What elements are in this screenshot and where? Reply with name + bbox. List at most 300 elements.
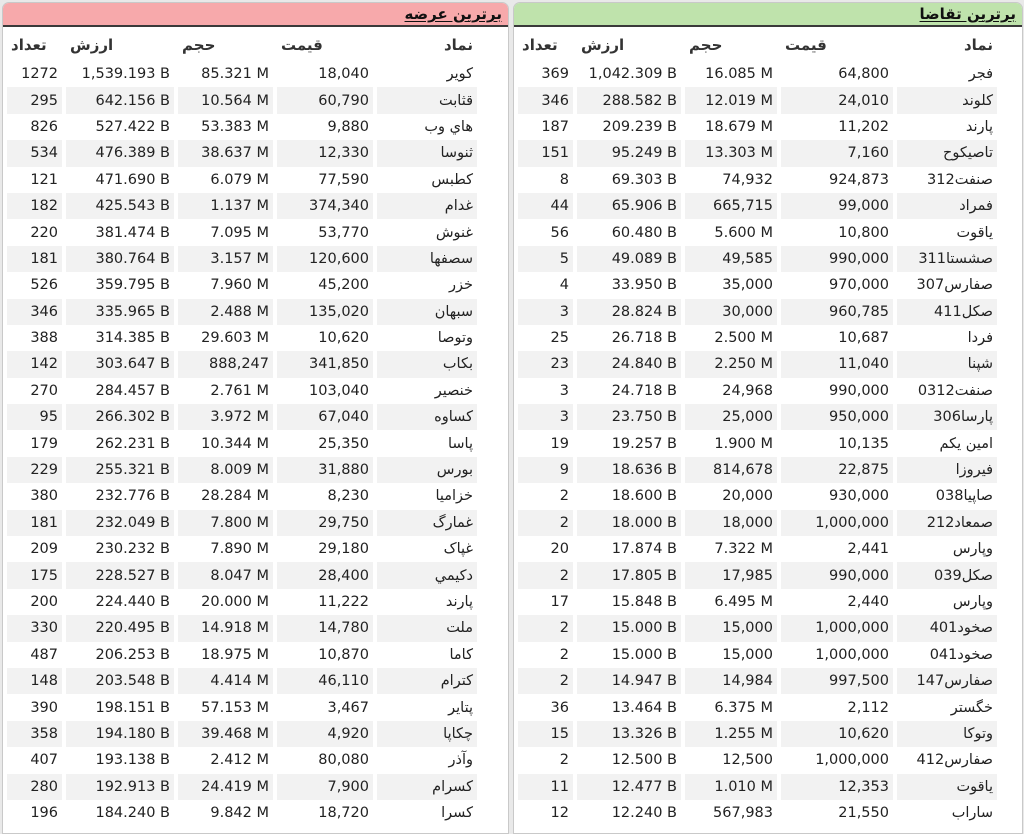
cell-count: 56 <box>550 224 569 241</box>
cell-count: 11 <box>518 774 573 800</box>
cell-volume: 6.079 M <box>210 171 269 188</box>
cell-count: 44 <box>518 193 573 219</box>
table-row[interactable] <box>518 457 997 483</box>
cell-count: 175 <box>7 562 62 588</box>
table-row[interactable] <box>518 167 997 193</box>
cell-price: 1,000,000 <box>781 615 893 641</box>
cell-price: 120,600 <box>277 246 373 272</box>
table-row[interactable] <box>7 193 477 219</box>
column-header-symbol[interactable]: نماد <box>443 36 473 54</box>
cell-value: 230.232 B <box>95 541 170 558</box>
cell-symbol[interactable]: خزامیا <box>435 488 473 505</box>
cell-symbol[interactable]: وتوصا <box>437 330 473 347</box>
cell-volume: 10.344 M <box>201 435 269 452</box>
cell-symbol[interactable]: خگستر <box>950 699 993 716</box>
cell-count: 182 <box>7 193 62 219</box>
cell-symbol[interactable]: صنفت0312 <box>917 382 993 399</box>
cell-volume: 1.137 M <box>178 193 273 219</box>
cell-value: 284.457 B <box>95 382 170 399</box>
cell-symbol[interactable]: یاقوت <box>956 224 993 241</box>
cell-symbol[interactable]: فمراد <box>897 193 997 219</box>
table-row[interactable] <box>7 299 477 325</box>
cell-value: 193.138 B <box>95 752 170 769</box>
cell-value: 206.253 B <box>95 646 170 663</box>
cell-volume: 6.495 M <box>714 594 773 610</box>
table-row[interactable] <box>518 747 997 773</box>
panel-title-demand <box>514 3 1022 27</box>
cell-value: 15.000 B <box>577 615 681 641</box>
table-row[interactable] <box>7 61 477 87</box>
cell-value: 18.636 B <box>577 457 681 483</box>
table-row[interactable] <box>518 272 997 298</box>
cell-value: 18.600 B <box>611 488 677 505</box>
cell-volume: 2.500 M <box>714 330 773 347</box>
cell-value: 14.947 B <box>577 668 681 694</box>
cell-count: 407 <box>30 752 58 769</box>
cell-count: 209 <box>30 541 58 558</box>
table-row[interactable] <box>518 219 997 245</box>
column-header-value[interactable]: ارزش <box>581 36 625 54</box>
cell-symbol[interactable]: کویر <box>446 66 473 83</box>
table-row[interactable] <box>518 483 997 509</box>
table-row[interactable] <box>7 721 477 747</box>
cell-count: 295 <box>7 87 62 113</box>
table-row[interactable] <box>7 457 477 483</box>
table-row[interactable] <box>7 510 477 536</box>
table-row[interactable] <box>7 325 477 351</box>
cell-symbol[interactable]: فیروزا <box>897 457 997 483</box>
table-row[interactable] <box>518 615 997 641</box>
cell-price: 1,000,000 <box>815 752 889 769</box>
cell-symbol[interactable]: فردا <box>967 330 993 347</box>
cell-count: 270 <box>30 382 58 399</box>
cell-volume: 7.322 M <box>714 541 773 558</box>
panel-title-supply <box>3 3 508 27</box>
column-header-price[interactable]: قیمت <box>281 36 323 54</box>
cell-value: 49.089 B <box>577 246 681 272</box>
table-row[interactable] <box>518 642 997 668</box>
column-header-volume[interactable]: حجم <box>689 36 723 54</box>
table-row[interactable] <box>7 747 477 773</box>
cell-count: 3 <box>559 382 569 399</box>
cell-value: 12.477 B <box>577 774 681 800</box>
cell-volume: 2.250 M <box>685 351 777 377</box>
cell-symbol[interactable]: صمعاد212 <box>897 510 997 536</box>
cell-count: 179 <box>30 435 58 452</box>
cell-symbol[interactable]: قثابت <box>377 87 477 113</box>
cell-volume: 30,000 <box>685 299 777 325</box>
cell-price: 924,873 <box>829 171 889 188</box>
cell-volume: 665,715 <box>685 193 777 219</box>
cell-symbol[interactable]: تاصیکوح <box>897 140 997 166</box>
table-row[interactable] <box>7 167 477 193</box>
cell-value: 24.718 B <box>611 382 677 399</box>
cell-price: 135,020 <box>277 299 373 325</box>
cell-symbol[interactable]: بورس <box>377 457 477 483</box>
table-row[interactable] <box>7 140 477 166</box>
cell-count: 2 <box>559 646 569 663</box>
cell-count: 3 <box>518 299 573 325</box>
cell-value: 12.240 B <box>611 805 677 822</box>
cell-symbol[interactable]: چکاپا <box>377 721 477 747</box>
cell-count: 1272 <box>21 66 58 83</box>
cell-symbol[interactable]: کترام <box>377 668 477 694</box>
table-row[interactable] <box>7 378 477 404</box>
cell-price: 341,850 <box>277 351 373 377</box>
cell-price: 1,000,000 <box>815 646 889 663</box>
table-row[interactable] <box>518 510 997 536</box>
cell-volume: 24,968 <box>722 382 773 399</box>
table-row[interactable] <box>518 114 997 140</box>
cell-value: 23.750 B <box>577 404 681 430</box>
table-row[interactable] <box>518 246 997 272</box>
table-row[interactable] <box>518 325 997 351</box>
column-header-volume[interactable]: حجم <box>182 36 216 54</box>
cell-count: 15 <box>518 721 573 747</box>
cell-count: 2 <box>518 510 573 536</box>
cell-price: 11,222 <box>318 594 369 610</box>
cell-symbol[interactable]: هاي وب <box>424 118 473 135</box>
cell-volume: 39.468 M <box>178 721 273 747</box>
cell-price: 997,500 <box>781 668 893 694</box>
cell-volume: 14,984 <box>685 668 777 694</box>
cell-symbol[interactable]: غپاک <box>443 541 473 558</box>
top-supply-table <box>3 29 481 826</box>
table-row[interactable] <box>7 272 477 298</box>
table-row[interactable] <box>518 351 997 377</box>
cell-price: 45,200 <box>318 277 369 294</box>
table-row[interactable] <box>7 430 477 456</box>
table-row[interactable] <box>7 351 477 377</box>
supply-title-text: برترین عرضه <box>404 5 502 23</box>
cell-price: 21,550 <box>838 805 889 822</box>
cell-volume: 20.000 M <box>201 594 269 610</box>
cell-symbol[interactable]: صخود041 <box>929 646 993 663</box>
cell-symbol[interactable]: صنفت312 <box>927 171 993 188</box>
column-header-price[interactable]: قیمت <box>785 36 827 54</box>
cell-count: 12 <box>550 805 569 822</box>
cell-price: 103,040 <box>309 382 369 399</box>
table-row[interactable] <box>518 694 997 720</box>
cell-value: 13.464 B <box>611 699 677 716</box>
table-row[interactable] <box>7 114 477 140</box>
cell-symbol[interactable]: صفارس307 <box>916 277 993 294</box>
cell-volume: 5.600 M <box>714 224 773 241</box>
cell-price: 11,202 <box>838 118 889 135</box>
cell-symbol[interactable]: صشستا311 <box>897 246 997 272</box>
cell-symbol[interactable]: وآذر <box>448 752 473 769</box>
cell-symbol[interactable]: ثنوسا <box>377 140 477 166</box>
cell-value: 262.231 B <box>95 435 170 452</box>
cell-symbol[interactable]: وپارس <box>952 594 993 610</box>
cell-count: 20 <box>550 541 569 558</box>
top-demand-table <box>514 29 1001 826</box>
cell-price: 990,000 <box>829 382 889 399</box>
cell-count: 2 <box>518 668 573 694</box>
cell-volume: 29.603 M <box>201 330 269 347</box>
demand-title-text: برترین تقاضا <box>919 5 1016 23</box>
cell-symbol[interactable]: غنوش <box>435 224 473 241</box>
cell-symbol[interactable]: شپنا <box>897 351 997 377</box>
cell-symbol[interactable]: صکل039 <box>897 562 997 588</box>
table-row[interactable] <box>518 87 997 113</box>
cell-symbol[interactable]: کسرا <box>441 805 473 822</box>
cell-count: 390 <box>30 699 58 716</box>
table-row[interactable] <box>518 589 997 615</box>
table-row[interactable] <box>7 694 477 720</box>
cell-value: 381.474 B <box>95 224 170 241</box>
column-header-count[interactable]: تعداد <box>522 36 558 54</box>
cell-volume: 38.637 M <box>178 140 273 166</box>
cell-symbol[interactable]: سصفها <box>377 246 477 272</box>
cell-count: 358 <box>7 721 62 747</box>
cell-volume: 20,000 <box>722 488 773 505</box>
cell-count: 4 <box>559 277 569 294</box>
cell-price: 53,770 <box>318 224 369 241</box>
table-row[interactable] <box>7 219 477 245</box>
cell-volume: 2.761 M <box>210 382 269 399</box>
table-row[interactable] <box>7 483 477 509</box>
table-header-row <box>7 29 477 61</box>
cell-symbol[interactable]: خنصیر <box>434 382 473 399</box>
table-row[interactable] <box>7 615 477 641</box>
cell-count: 23 <box>518 351 573 377</box>
cell-symbol[interactable]: پارند <box>965 118 993 135</box>
cell-volume: 1.255 M <box>685 721 777 747</box>
cell-value: 1,042.309 B <box>588 66 677 83</box>
table-row[interactable] <box>518 404 997 430</box>
cell-count: 148 <box>7 668 62 694</box>
table-row[interactable] <box>7 87 477 113</box>
cell-value: 95.249 B <box>577 140 681 166</box>
cell-count: 2 <box>559 752 569 769</box>
table-row[interactable] <box>7 800 477 826</box>
cell-count: 151 <box>518 140 573 166</box>
table-row[interactable] <box>7 774 477 800</box>
cell-symbol[interactable]: ساراب <box>951 805 993 822</box>
table-row[interactable] <box>518 193 997 219</box>
cell-symbol[interactable]: صکل411 <box>897 299 997 325</box>
cell-value: 12.500 B <box>611 752 677 769</box>
cell-volume: 14.918 M <box>178 615 273 641</box>
cell-symbol[interactable]: ملت <box>377 615 477 641</box>
cell-symbol[interactable]: پتایر <box>448 699 473 716</box>
cell-symbol[interactable]: کطبس <box>431 171 473 188</box>
cell-volume: 28.284 M <box>201 488 269 505</box>
table-row[interactable] <box>518 378 997 404</box>
cell-symbol[interactable]: صخود401 <box>897 615 997 641</box>
cell-symbol[interactable]: کسرام <box>377 774 477 800</box>
table-row[interactable] <box>518 61 997 87</box>
table-row[interactable] <box>518 668 997 694</box>
cell-volume: 2.412 M <box>210 752 269 769</box>
cell-value: 13.326 B <box>577 721 681 747</box>
cell-value: 24.840 B <box>577 351 681 377</box>
cell-price: 374,340 <box>277 193 373 219</box>
cell-value: 17.805 B <box>577 562 681 588</box>
cell-value: 359.795 B <box>95 277 170 294</box>
cell-count: 8 <box>559 171 569 188</box>
cell-price: 12,330 <box>277 140 373 166</box>
cell-symbol[interactable]: سبهان <box>377 299 477 325</box>
cell-value: 255.321 B <box>66 457 174 483</box>
cell-value: 1,539.193 B <box>81 66 170 83</box>
cell-symbol[interactable]: وتوکا <box>897 721 997 747</box>
cell-symbol[interactable]: کساوه <box>377 404 477 430</box>
column-header-value[interactable]: ارزش <box>70 36 114 54</box>
cell-value: 303.647 B <box>66 351 174 377</box>
cell-value: 220.495 B <box>66 615 174 641</box>
cell-value: 69.303 B <box>611 171 677 188</box>
cell-price: 3,467 <box>327 699 369 716</box>
table-row[interactable] <box>7 668 477 694</box>
cell-value: 65.906 B <box>577 193 681 219</box>
cell-volume: 6.375 M <box>714 699 773 716</box>
cell-value: 19.257 B <box>611 435 677 452</box>
table-row[interactable] <box>7 589 477 615</box>
cell-value: 288.582 B <box>577 87 681 113</box>
cell-volume: 35,000 <box>722 277 773 294</box>
cell-count: 200 <box>30 594 58 610</box>
cell-count: 3 <box>518 404 573 430</box>
cell-symbol[interactable]: پاسا <box>447 435 473 452</box>
cell-symbol[interactable]: پارسا306 <box>897 404 997 430</box>
cell-volume: 12,500 <box>722 752 773 769</box>
cell-volume: 57.153 M <box>201 699 269 716</box>
table-row[interactable] <box>518 774 997 800</box>
cell-symbol[interactable]: کلوند <box>897 87 997 113</box>
cell-value: 60.480 B <box>611 224 677 241</box>
table-row[interactable] <box>518 430 997 456</box>
cell-price: 29,180 <box>318 541 369 558</box>
cell-volume: 85.321 M <box>201 66 269 83</box>
cell-price: 4,920 <box>277 721 373 747</box>
cell-count: 5 <box>518 246 573 272</box>
table-row[interactable] <box>7 642 477 668</box>
table-row[interactable] <box>518 299 997 325</box>
cell-symbol[interactable]: غدام <box>377 193 477 219</box>
cell-volume: 888,247 <box>178 351 273 377</box>
column-header-count[interactable]: تعداد <box>11 36 47 54</box>
cell-value: 184.240 B <box>95 805 170 822</box>
cell-price: 990,000 <box>781 246 893 272</box>
cell-count: 826 <box>30 118 58 135</box>
cell-volume: 8.047 M <box>178 562 273 588</box>
cell-price: 64,800 <box>838 66 889 83</box>
cell-symbol[interactable]: پارند <box>445 594 473 610</box>
cell-volume: 15,000 <box>685 615 777 641</box>
cell-symbol[interactable]: دکیمي <box>377 562 477 588</box>
cell-count: 95 <box>7 404 62 430</box>
cell-volume: 18,000 <box>685 510 777 536</box>
cell-volume: 1.010 M <box>685 774 777 800</box>
table-row[interactable] <box>7 562 477 588</box>
table-row[interactable] <box>518 800 997 826</box>
cell-value: 203.548 B <box>66 668 174 694</box>
cell-volume: 1.900 M <box>714 435 773 452</box>
cell-symbol[interactable]: وپارس <box>952 541 993 558</box>
cell-count: 526 <box>30 277 58 294</box>
cell-volume: 8.009 M <box>178 457 273 483</box>
cell-count: 330 <box>7 615 62 641</box>
table-row[interactable] <box>518 562 997 588</box>
table-row[interactable] <box>518 721 997 747</box>
cell-price: 18,040 <box>318 66 369 83</box>
cell-volume: 7.890 M <box>210 541 269 558</box>
cell-value: 15.000 B <box>611 646 677 663</box>
cell-symbol[interactable]: امین یکم <box>939 435 993 452</box>
cell-volume: 18.679 M <box>705 118 773 135</box>
cell-price: 10,135 <box>838 435 889 452</box>
cell-count: 142 <box>7 351 62 377</box>
cell-volume: 25,000 <box>685 404 777 430</box>
cell-price: 80,080 <box>318 752 369 769</box>
cell-symbol[interactable]: صفارس412 <box>916 752 993 769</box>
cell-symbol[interactable]: کاما <box>449 646 473 663</box>
cell-volume: 7.960 M <box>210 277 269 294</box>
cell-volume: 74,932 <box>722 171 773 188</box>
cell-price: 46,110 <box>277 668 373 694</box>
cell-volume: 2.488 M <box>178 299 273 325</box>
cell-value: 17.874 B <box>611 541 677 558</box>
cell-value: 28.824 B <box>577 299 681 325</box>
column-header-symbol[interactable]: نماد <box>963 36 993 54</box>
cell-price: 1,000,000 <box>781 510 893 536</box>
cell-symbol[interactable]: صفارس147 <box>897 668 997 694</box>
cell-price: 77,590 <box>318 171 369 188</box>
cell-symbol[interactable]: غمارگ <box>377 510 477 536</box>
table-row[interactable] <box>7 536 477 562</box>
cell-price: 10,687 <box>838 330 889 347</box>
table-row[interactable] <box>518 140 997 166</box>
cell-symbol[interactable]: خزر <box>449 277 473 294</box>
cell-symbol[interactable]: صاپیا038 <box>935 488 993 505</box>
table-row[interactable] <box>518 536 997 562</box>
cell-volume: 4.414 M <box>178 668 273 694</box>
cell-count: 19 <box>550 435 569 452</box>
cell-price: 24,010 <box>781 87 893 113</box>
cell-count: 36 <box>550 699 569 716</box>
cell-price: 930,000 <box>829 488 889 505</box>
cell-price: 25,350 <box>318 435 369 452</box>
cell-value: 425.543 B <box>66 193 174 219</box>
cell-symbol[interactable]: بکاب <box>377 351 477 377</box>
cell-price: 10,620 <box>318 330 369 347</box>
cell-value: 15.848 B <box>611 594 677 610</box>
cell-count: 187 <box>541 118 569 135</box>
cell-count: 121 <box>30 171 58 188</box>
cell-volume: 18.975 M <box>201 646 269 663</box>
table-row[interactable] <box>7 246 477 272</box>
cell-price: 12,353 <box>781 774 893 800</box>
table-row[interactable] <box>7 404 477 430</box>
cell-volume: 814,678 <box>685 457 777 483</box>
cell-volume: 16.085 M <box>705 66 773 83</box>
cell-price: 18,720 <box>318 805 369 822</box>
cell-symbol[interactable]: فجر <box>968 66 993 83</box>
cell-price: 67,040 <box>277 404 373 430</box>
top-supply-panel <box>2 2 509 834</box>
cell-price: 7,160 <box>781 140 893 166</box>
cell-price: 60,790 <box>277 87 373 113</box>
cell-count: 534 <box>7 140 62 166</box>
cell-volume: 15,000 <box>722 646 773 663</box>
cell-price: 31,880 <box>277 457 373 483</box>
cell-value: 198.151 B <box>95 699 170 716</box>
cell-count: 380 <box>30 488 58 505</box>
cell-count: 196 <box>30 805 58 822</box>
cell-symbol[interactable]: یاقوت <box>897 774 997 800</box>
